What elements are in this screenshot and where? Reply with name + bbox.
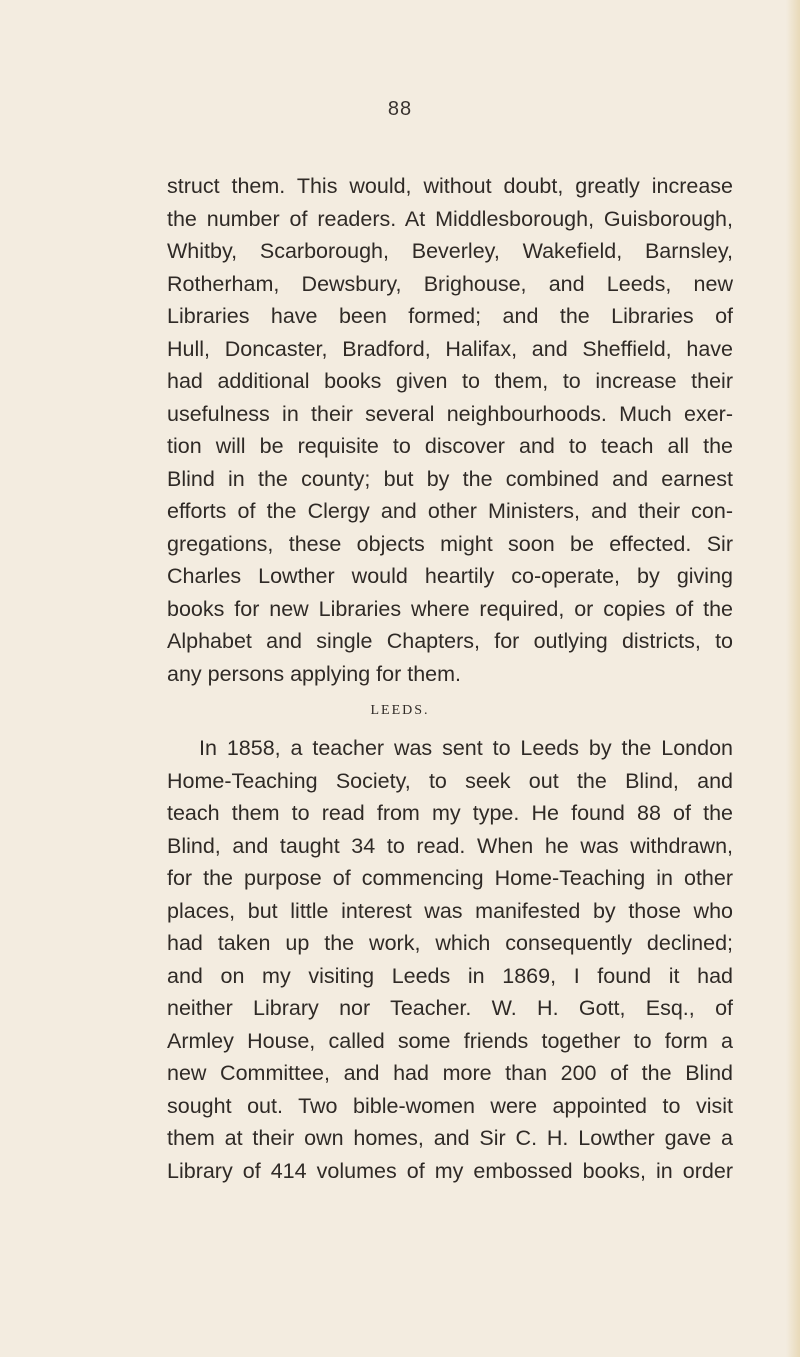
paragraph-2-line: neither Library nor Teacher. W. H. Gott, Esq., of (167, 996, 733, 1020)
paragraph-1-line: Alphabet and single Chapters, for outlying districts, to (167, 629, 733, 653)
paragraph-2-line: Library of 414 volumes of my embossed books, in order (167, 1158, 733, 1183)
paragraph-2 (167, 732, 733, 1187)
paragraph-2-line: In 1858, a teacher was sent to Leeds by the London (199, 736, 733, 760)
paragraph-1-line: had additional books given to them, to increase their (167, 369, 733, 393)
paragraph-1-line: the number of readers. At Middlesborough, Guisborough, (167, 206, 733, 231)
page-edge (786, 0, 800, 1357)
paragraph-1 (167, 170, 733, 690)
paragraph-1-line: Blind in the county; but by the combined and earnest (167, 466, 733, 491)
paragraph-1-line: tion will be requisite to discover and to teach all the (167, 434, 733, 458)
paragraph-1-line: books for new Libraries where required, or copies of the (167, 596, 733, 621)
paragraph-2-line: sought out. Two bible-women were appointed to visit (167, 1093, 733, 1118)
paragraph-2-line: Blind, and taught 34 to read. When he was withdrawn, (167, 833, 733, 858)
paragraph-2-line: and on my visiting Leeds in 1869, I found it had (167, 963, 733, 988)
paragraph-2-line: teach them to read from my type. He found 88 of the (167, 801, 733, 825)
paragraph-2-line: Armley House, called some friends together to form a (167, 1028, 733, 1053)
paragraph-2-line: for the purpose of commencing Home-Teaching in other (167, 866, 733, 890)
paragraph-2-line: new Committee, and had more than 200 of the Blind (167, 1061, 733, 1085)
paragraph-2-line: places, but little interest was manifested by those who (167, 898, 733, 923)
paragraph-1-line: Charles Lowther would heartily co-operate, by giving (167, 564, 733, 588)
paragraph-1-line: Hull, Doncaster, Bradford, Halifax, and Sheffield, have (167, 336, 733, 361)
paragraph-1-line: any persons applying for them. (167, 661, 461, 686)
page-number: 88 (387, 98, 413, 120)
paragraph-1-line: gregations, these objects might soon be effected. Sir (167, 531, 733, 556)
paragraph-1-line: Whitby, Scarborough, Beverley, Wakefield, Barnsley, (167, 239, 733, 263)
paragraph-1-line: efforts of the Clergy and other Ministers, and their con- (167, 499, 733, 523)
paragraph-1-line: usefulness in their several neighbourhoods. Much exer- (167, 401, 733, 426)
paragraph-2-line: had taken up the work, which consequently declined; (167, 931, 733, 955)
section-heading-leeds: LEEDS. (370, 703, 430, 718)
paragraph-2-line: Home-Teaching Society, to seek out the Blind, and (167, 768, 733, 793)
paragraph-1-line: Rotherham, Dewsbury, Brighouse, and Leeds, new (167, 271, 733, 296)
paragraph-1-line: Libraries have been formed; and the Libraries of (167, 304, 733, 328)
paragraph-2-line: them at their own homes, and Sir C. H. Lowther gave a (167, 1126, 733, 1150)
paragraph-1-line: struct them. This would, without doubt, greatly increase (167, 174, 733, 198)
